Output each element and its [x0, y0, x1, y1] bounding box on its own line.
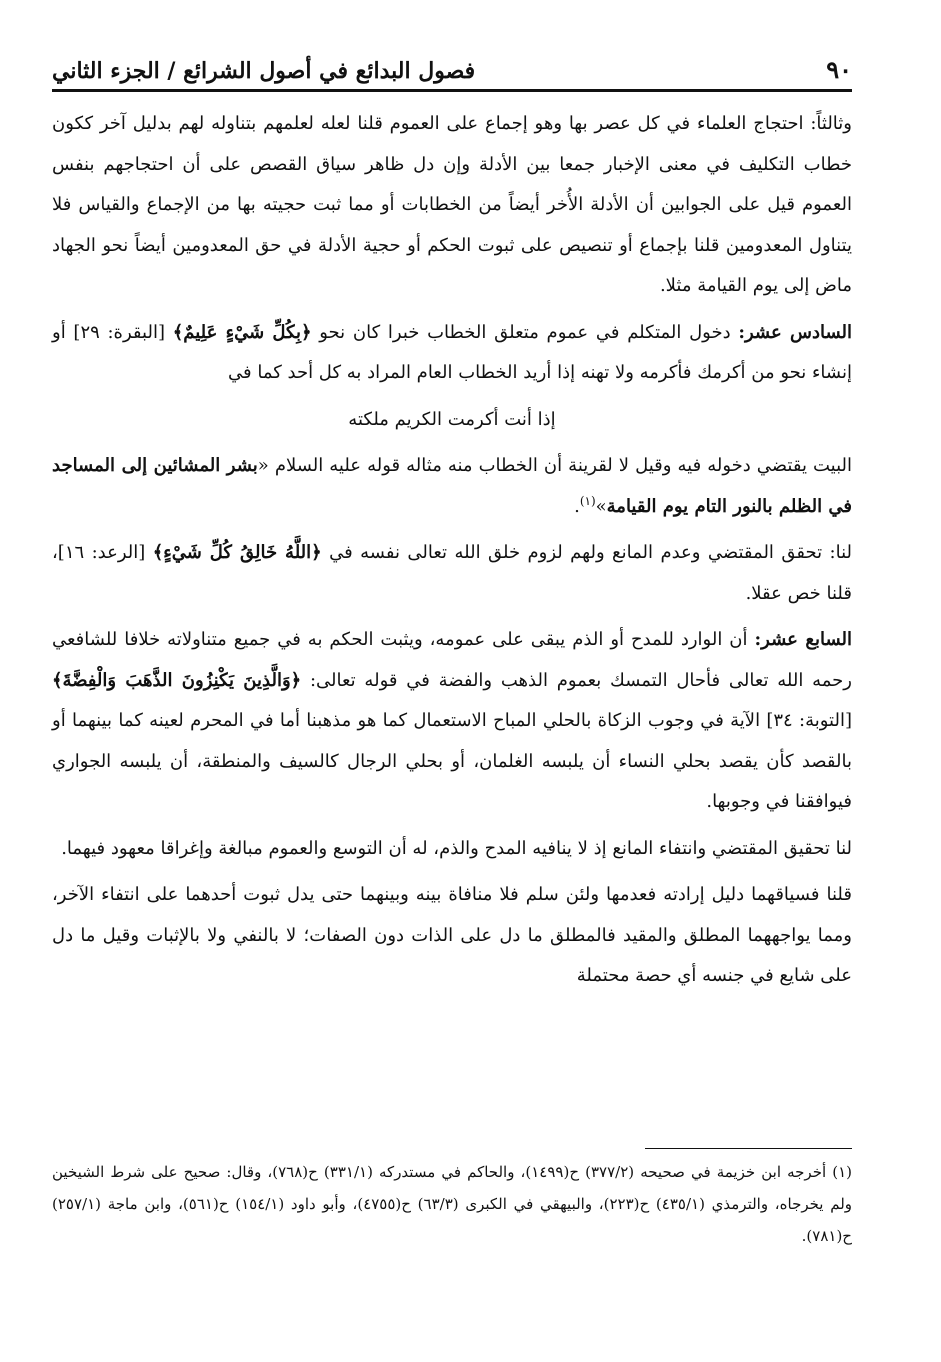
text-run: [البقرة: ٢٩] أو إنشاء نحو من أكرمك فأكرمه ولا تهنه إذا أريد الخطاب العام المراد به كل أحد كما في — [52, 321, 852, 383]
footnote-marker[interactable]: (١) — [579, 493, 596, 508]
text-run: [التوبة: ٣٤] الآية في وجوب الزكاة بالحلي المباح الاستعمال كما هو مذهبنا أما في المحرم لعينه كما بينهما أو بالقصد كأن يقصد بحلي النساء أن يلبسه الغلمان، أو بحلي الرجال كالسيف والمنطقة، أن يلبسه الجواري فيوافقنا في وجوبها. — [52, 710, 852, 812]
text-run: لنا: تحقق المقتضي وعدم المانع ولهم لزوم خلق الله تعالى نفسه في — [321, 542, 852, 563]
footnotes — [52, 1156, 852, 1252]
section-heading-seventeenth: السابع عشر: — [754, 629, 852, 650]
paragraph-sixteenth — [52, 313, 852, 394]
quran-quote: ﴿اللَّهُ خَالِقُ كُلِّ شَيْءٍ﴾ — [152, 542, 322, 563]
text-run: . — [574, 495, 580, 517]
footnote-rule — [645, 1148, 852, 1149]
text-run: البيت يقتضي دخوله فيه وقيل لا لقرينة أن الخطاب منه مثاله قوله عليه السلام « — [257, 455, 852, 476]
text-run: أن الوارد للمدح أو الذم يبقى على عمومه، ويثبت الحكم به في جميع متناولاته خلافا للشافعي رحمه الله تعالى فأحال التمسك بعموم الذهب والفضة في قوله تعالى: — [52, 629, 852, 691]
section-heading-sixteenth: السادس عشر: — [738, 321, 852, 343]
footnote-1: (١) أخرجه ابن خزيمة في صحيحه (٣٧٧/٢) ح(١٤٩٩)، والحاكم في مستدركه (٣٣١/١) ح(٧٦٨)، وقال: صحيح على شرط الشيخين ولم يخرجاه، والترمذي (٤٣٥/١) ح(٢٢٣)، والبيهقي في الكبرى (٦٣/٣) ح(٤٧٥٥)، وأبو داود (١٥٤/١) ح(٥٦١)، وابن ماجة (٢٥٧/١) ح(٧٨١). — [52, 1163, 853, 1245]
paragraph-qulna: قلنا فسياقهما دليل إرادته فعدمها ولئن سلم فلا منافاة بينه وبينهما حتى يدل ثبوت أحدهما على انتفاء الآخر، ومما يواجههما المطلق والمقيد فالمطلق ما دل على الذات دون الصفات؛ لا بالنفي ولا بالإثبات وقيل ما دل على شايع في جنسه أي حصة محتملة — [52, 884, 852, 986]
running-title: فصول البدائع في أصول الشرائع / الجزء الثاني — [52, 58, 476, 84]
text-run: » — [595, 495, 607, 517]
paragraph-hadith — [52, 446, 852, 527]
quran-quote: ﴿بِكُلِّ شَيْءٍ عَلِيمٌ﴾ — [172, 321, 312, 343]
text-run: [الرعد: ١٦]، قلنا خص عقلا. — [52, 542, 852, 604]
main-text — [52, 104, 852, 1003]
paragraph-lana — [52, 533, 852, 614]
text-run: دخول المتكلم في عموم متعلق الخطاب خبرا كان نحو — [311, 321, 739, 343]
page-header — [52, 44, 852, 84]
paragraph-lana-2: لنا تحقيق المقتضي وانتفاء المانع إذ لا ينافيه المدح والذم، له أن التوسع والعموم مبالغة وإغراقا معهود فيهما. — [61, 837, 852, 859]
poetry-verse: إذا أنت أكرمت الكريم ملكته — [348, 408, 556, 430]
header-rule — [52, 89, 852, 92]
quran-quote: ﴿وَالَّذِينَ يَكْنِزُونَ الذَّهَبَ وَالْفِضَّةَ﴾ — [52, 669, 302, 691]
page-number: ٩٠ — [826, 55, 852, 84]
paragraph-seventeenth — [52, 620, 852, 823]
hadith-quote: بشر المشائين إلى المساجد في الظلم بالنور التام يوم القيامة — [52, 455, 852, 517]
paragraph-thirdly: وثالثاً: احتجاج العلماء في كل عصر بها وهو إجماع على العموم قلنا لعله لعلمهم بتناوله لهم بدليل آخر ككون خطاب التكليف في معنى الإخبار جمعا بين الأدلة وإن دل ظاهر سياق القصص على أن احتجاجهم بنفس العموم قيل على الجوابين أن الأدلة الأُخر أيضاً من الخطابات أو مما ثبت حجيته بها من الإجماع والقياس فلا يتناول المعدومين قلنا بإجماع أو تنصيص على ثبوت الحكم أو حجية الأدلة في حق المعدومين أيضاً نحو الجهاد ماض إلى يوم القيامة مثلا. — [52, 113, 852, 296]
